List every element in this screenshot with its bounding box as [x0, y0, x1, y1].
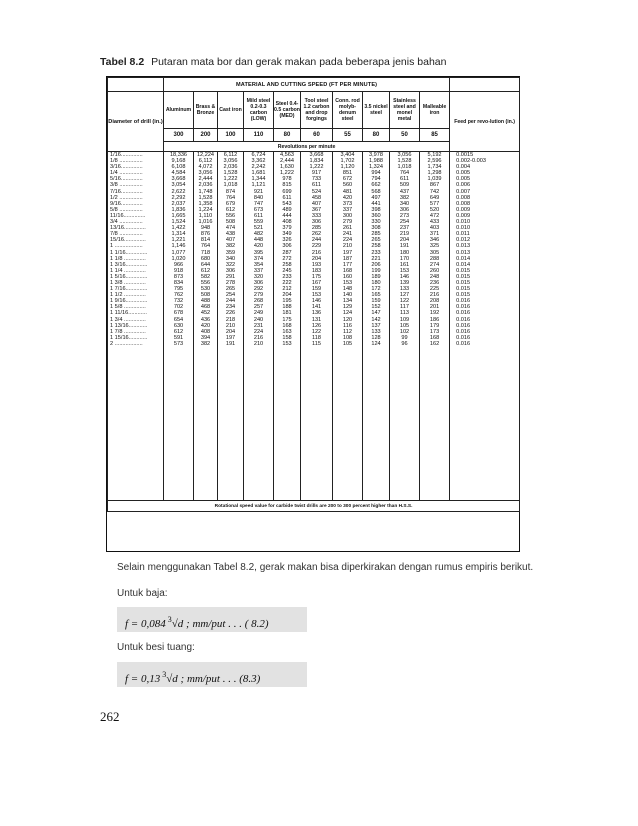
formula-iron-lhs: f = 0,13	[125, 673, 161, 685]
label-cast-iron: Untuk besi tuang:	[117, 642, 195, 653]
header-row	[108, 92, 520, 129]
header-tool-steel: Tool steel 1.2 carbon and drop forgings	[301, 92, 333, 129]
formula-steel-rhs: d ; mm/put . . . ( 8.2)	[177, 618, 269, 630]
formula-steel	[117, 607, 307, 632]
banner-spacer-left	[108, 78, 164, 92]
header-stainless: Stainless steel and monel metal	[390, 92, 420, 129]
column-aluminum: 18,336 9,168 6,108 4,584 3,668 3,054 2,622 2,292 2,037 1,836 1,665 1,524 1,422 1,314 1,221 1,146 1,077 1,020 966 918 873 834 795 762 732 702 678 654 630 612 591 573	[164, 152, 194, 501]
header-brass-bronze: Brass & Bronze	[194, 92, 218, 129]
speed-cell: 110	[244, 129, 274, 142]
cube-root-icon: √	[171, 618, 178, 630]
speed-cell: 50	[390, 129, 420, 142]
cube-root-index: 3	[162, 670, 167, 679]
column-malleable: 5,192 2,596 1,734 1,298 1,039 867 742 649 577 520 472 433 403 371 346 325 305 288 274 260 248 236 225 216 208 201 192 186 179 173 168 162	[420, 152, 450, 501]
header-aluminum: Aluminum	[164, 92, 194, 129]
speed-cell: 200	[194, 129, 218, 142]
table-body-row	[108, 152, 520, 501]
banner-spacer-right	[450, 78, 520, 92]
header-mild-steel: Mild steel 0.2-0.3 carbon (LOW)	[244, 92, 274, 129]
column-cast-iron: 6,112 3,056 2,036 1,528 1,222 1,018 874 764 679 612 556 508 474 438 407 382 359 340 322 306 291 278 265 254 244 234 226 218 210 204 197 191	[218, 152, 244, 501]
speed-cell: 55	[333, 129, 363, 142]
formula-iron-rhs: d ; mm/put . . . (8.3)	[172, 673, 261, 685]
speed-cell: 300	[164, 129, 194, 142]
speed-cell: 80	[363, 129, 390, 142]
header-diameter: Diameter of drill (in.)	[108, 92, 164, 152]
formula-cast-iron	[117, 662, 307, 687]
header-feed: Feed per revo-lution (in.)	[450, 92, 520, 152]
column-tool-steel: 3,668 1,834 1,222 917 733 611 524 458 407 367 333 306 285 262 244 229 216 204 193 183 175 167 159 153 146 141 136 131 126 122 118 115	[301, 152, 333, 501]
column-mild-steel: 6,724 3,362 2,242 1,681 1,344 1,121 921 840 747 673 611 559 521 482 448 420 395 374 354 337 320 306 292 279 268 257 249 240 231 224 216 210	[244, 152, 274, 501]
header-malleable: Malleable iron	[420, 92, 450, 129]
column-stainless: 3,056 1,528 1,018 764 611 509 437 382 340 306 273 254 237 219 204 191 180 170 161 153 146 139 133 127 122 117 113 109 105 102 99 96	[390, 152, 420, 501]
table-caption-text: Putaran mata bor dan gerak makan pada beberapa jenis bahan	[151, 56, 447, 68]
table-caption-label: Tabel 8.2	[100, 56, 145, 68]
table-footnote: Rotational speed value for carbide twist drills are 200 to 300 percent higher than H.S.S.	[108, 501, 520, 512]
column-feed: 0.0015 0.002-0.003 0.004 0.005 0.005 0.006 0.007 0.008 0.008 0.009 0.009 0.010 0.010 0.011 0.012 0.013 0.013 0.014 0.014 0.015 0.015 0.015 0.015 0.015 0.016 0.016 0.016 0.016 0.016 0.016 0.016 0.016	[450, 152, 520, 501]
footnote-row	[108, 501, 520, 512]
speed-cell: 80	[274, 129, 301, 142]
label-steel: Untuk baja:	[117, 588, 168, 599]
table-grid	[107, 77, 520, 512]
paragraph-intro: Selain menggunakan Tabel 8.2, gerak makan bisa diperkirakan dengan rumus empiris berikut.	[117, 562, 534, 573]
rpm-label: Revolutions per minute	[164, 142, 450, 152]
page-number: 262	[100, 709, 120, 724]
column-diameter: 1/16.............. 1/8 ............... 3/16.............. 1/4 ............... 5/16.............. 3/8 ............... 7/16.............. 1/2 ............... 9/16.............. 5/8 ............... 11/16.............. 3/4 ............... 13/16.............. 7/8 ............... 15/16.............. 1 .................. 1 1/16.............. 1 1/8 .............. 1 3/16.............. 1 1/4 .............. 1 5/16.............. 1 3/8 .............. 1 7/16.............. 1 1/2 .............. 1 9/16.............. 1 5/8 .............. 1 11/16............ 1 3/4 .............. 1 13/16............ 1 7/8 .............. 1 15/16............ 2 ..................	[108, 152, 164, 501]
header-cast-iron: Cast iron	[218, 92, 244, 129]
column-nickel-steel: 3,978 1,988 1,324 994 794 662 568 497 441 398 360 330 308 285 265 258 233 221 206 199 189 180 172 165 159 152 147 142 137 133 128 124	[363, 152, 390, 501]
speed-cell: 85	[420, 129, 450, 142]
cube-root-index: 3	[167, 615, 172, 624]
column-steel-med: 4,563 2,444 1,630 1,222 978 815 699 611 543 489 444 408 379 349 326 306 287 272 258 245 233 222 212 204 195 188 181 175 168 163 158 153	[274, 152, 301, 501]
cube-root-icon: √	[166, 673, 173, 685]
speed-cell: 100	[218, 129, 244, 142]
table-caption	[100, 56, 580, 68]
speed-cell: 60	[301, 129, 333, 142]
banner-title: MATERIAL AND CUTTING SPEED (FT PER MINUTE)	[164, 78, 450, 92]
header-steel-med: Steel 0.4-0.5 carbon (MED)	[274, 92, 301, 129]
header-conn-rod: Conn. rod molyb-denum steel	[333, 92, 363, 129]
column-conn-rod: 3,404 1,702 1,120 851 672 560 481 420 373 337 300 279 261 241 224 210 197 187 177 168 160 153 148 140 134 129 124 120 116 112 108 105	[333, 152, 363, 501]
column-brass-bronze: 12,224 6,112 4,072 3,056 2,444 2,036 1,748 1,528 1,358 1,224 1,110 1,016 948 876 814 764 718 680 644 612 582 556 530 508 488 468 452 436 420 408 394 382	[194, 152, 218, 501]
header-nickel-steel: 3.5 nickel steel	[363, 92, 390, 129]
formula-steel-lhs: f = 0,084	[125, 618, 166, 630]
banner-row	[108, 78, 520, 92]
cutting-speed-table	[106, 76, 520, 552]
